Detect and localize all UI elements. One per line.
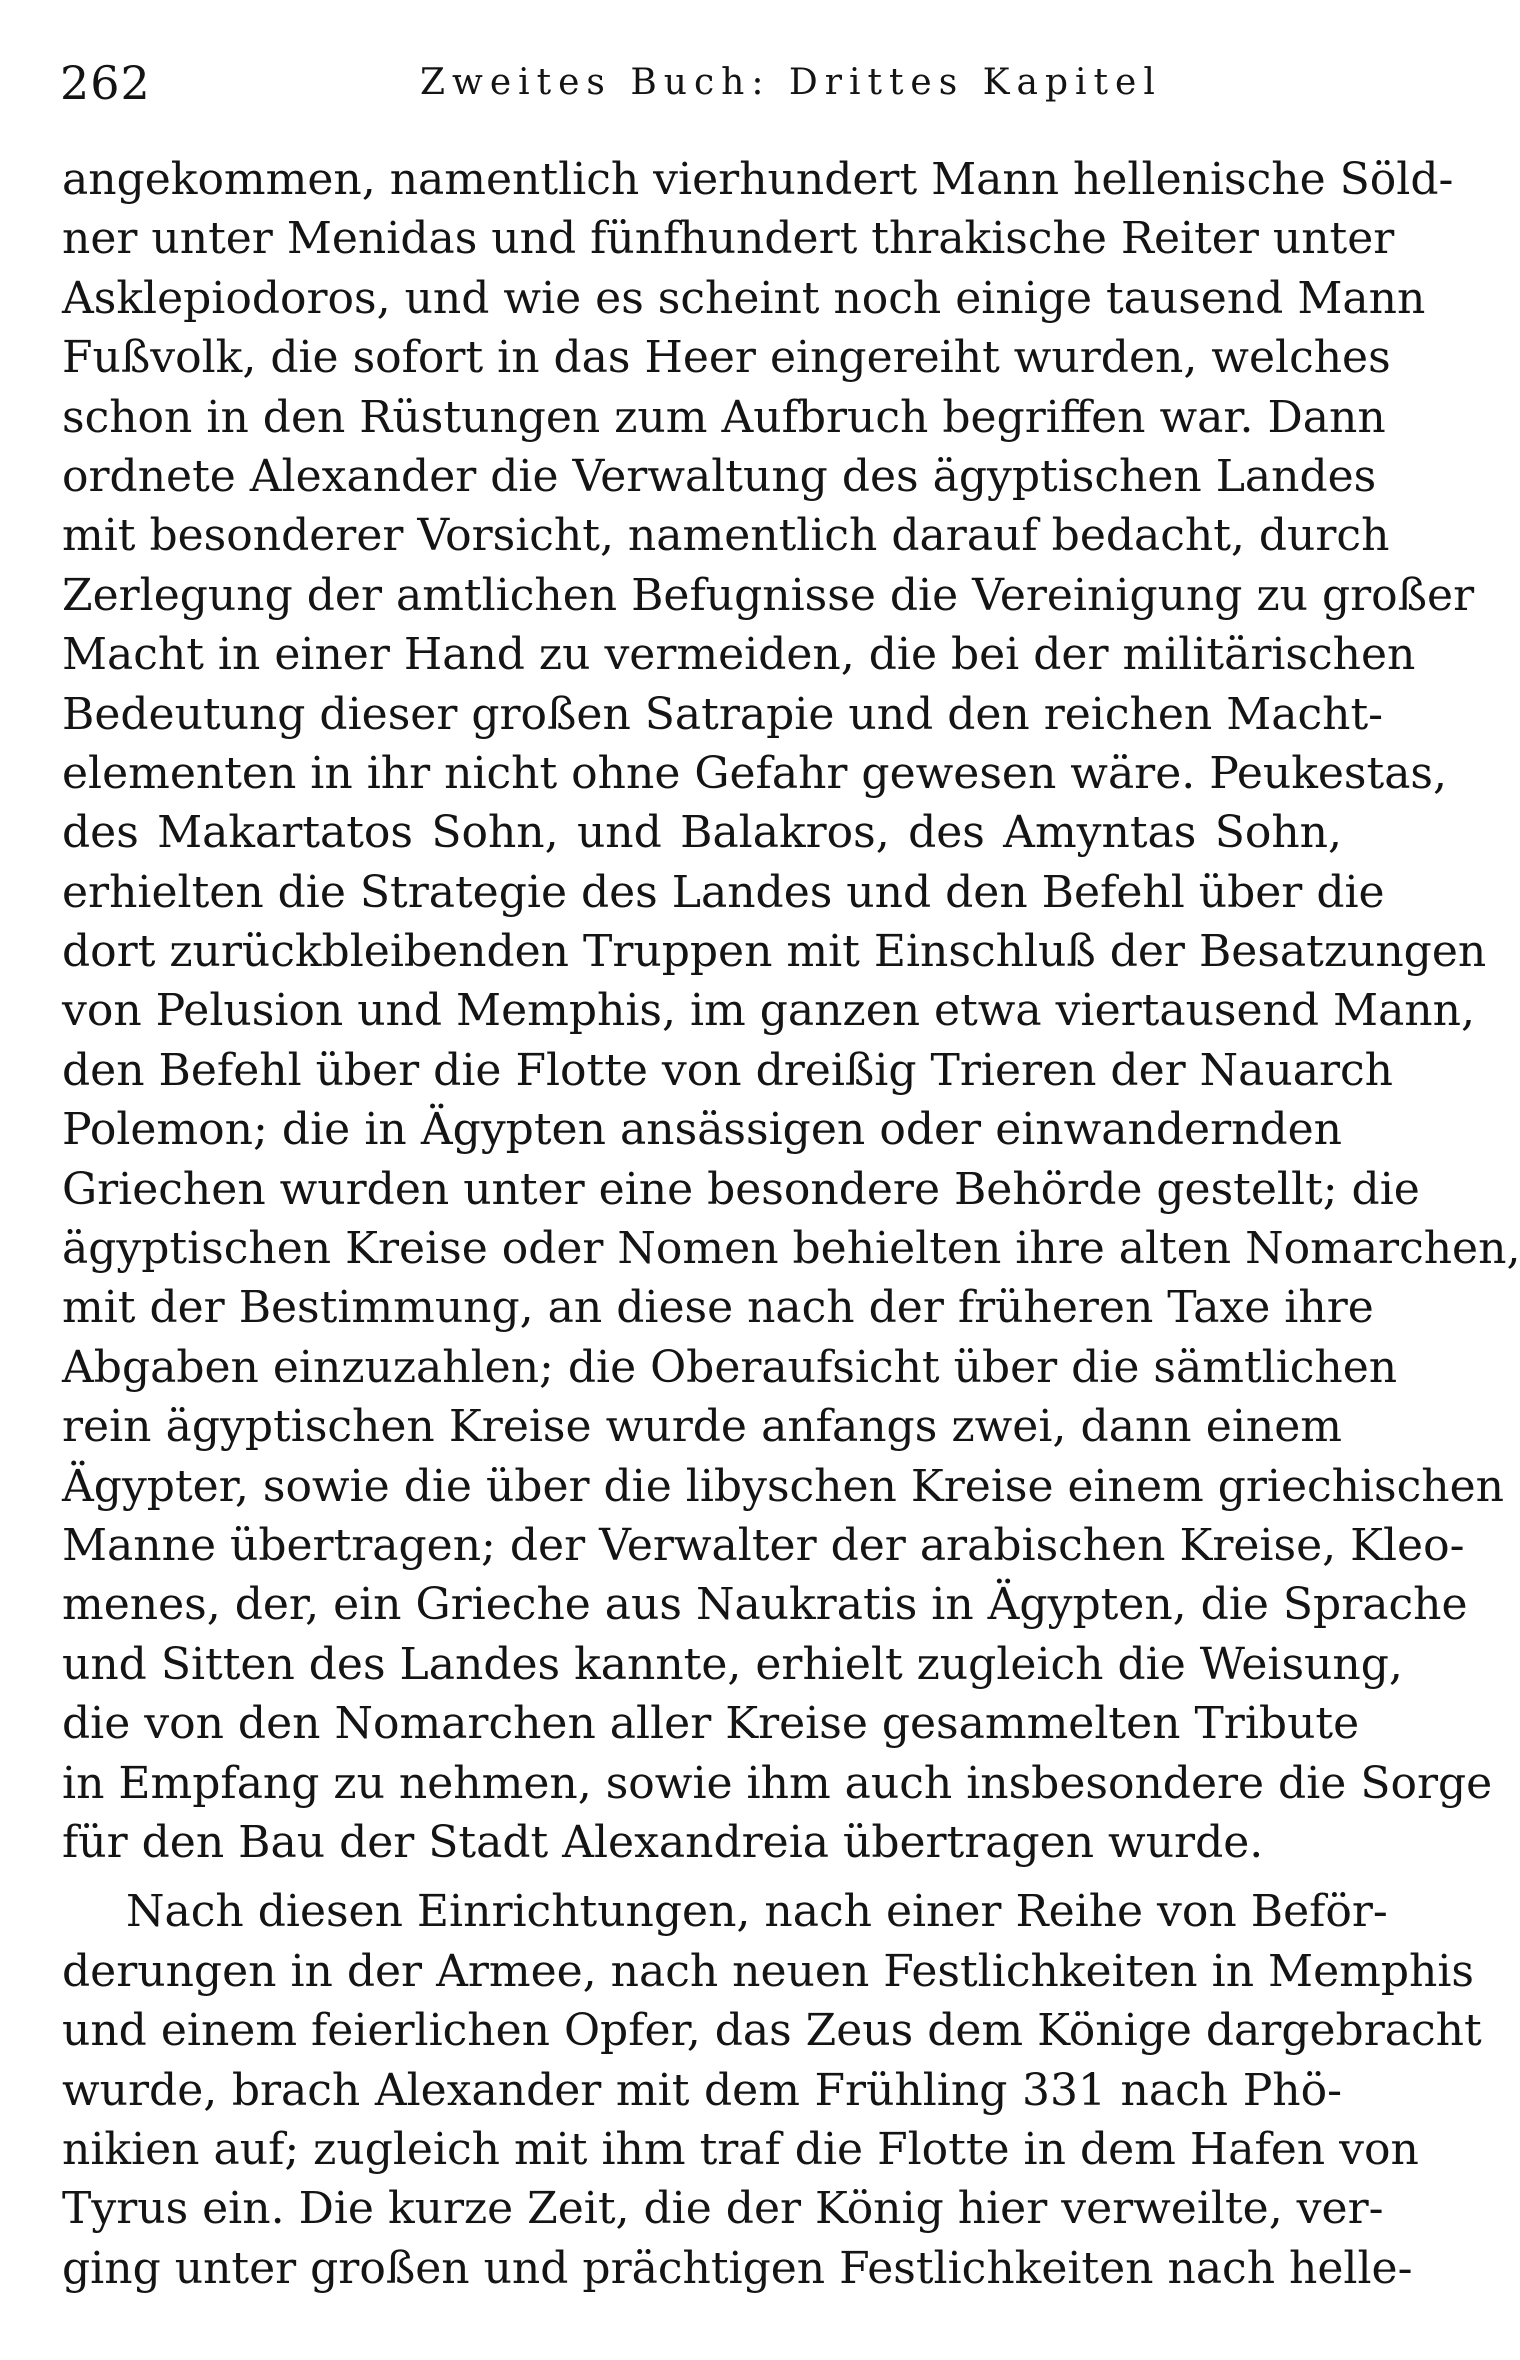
- text-line: des Makartatos Sohn, und Balakros, des Amyntas Sohn,: [62, 807, 1342, 859]
- text-line: rein ägyptischen Kreise wurde anfangs zwei, dann einem: [62, 1401, 1342, 1453]
- text-line: derungen in der Armee, nach neuen Festlichkeiten in Memphis: [62, 1945, 1474, 1997]
- page-number: 262: [60, 56, 151, 110]
- text-line: wurde, brach Alexander mit dem Frühling 331 nach Phö-: [62, 2064, 1342, 2116]
- text-line: Griechen wurden unter eine besondere Behörde gestellt; die: [62, 1163, 1420, 1215]
- text-line: Manne übertragen; der Verwalter der arabischen Kreise, Kleo-: [62, 1519, 1465, 1571]
- text-line: Zerlegung der amtlichen Befugnisse die Vereinigung zu großer: [62, 569, 1475, 621]
- text-line: erhielten die Strategie des Landes und den Befehl über die: [62, 866, 1385, 918]
- text-line: Bedeutung dieser großen Satrapie und den reichen Macht-: [62, 688, 1384, 740]
- running-title: Zweites Buch: Drittes Kapitel: [420, 62, 1162, 103]
- text-line: Abgaben einzuzahlen; die Oberaufsicht über die sämtlichen: [62, 1341, 1398, 1393]
- text-line: von Pelusion und Memphis, im ganzen etwa viertausend Mann,: [62, 985, 1475, 1037]
- text-line: ägyptischen Kreise oder Nomen behielten ihre alten Nomarchen,: [62, 1223, 1520, 1275]
- text-line: schon in den Rüstungen zum Aufbruch begriffen war. Dann: [62, 391, 1386, 443]
- text-line: Macht in einer Hand zu vermeiden, die bei der militärischen: [62, 629, 1416, 681]
- text-line: Nach diesen Einrichtungen, nach einer Reihe von Beför-: [126, 1886, 1388, 1938]
- text-line: mit besonderer Vorsicht, namentlich darauf bedacht, durch: [62, 510, 1390, 562]
- body-text: [62, 150, 1520, 2298]
- text-line: ner unter Menidas und fünfhundert thrakische Reiter unter: [62, 213, 1395, 265]
- text-line: nikien auf; zugleich mit ihm traf die Flotte in dem Hafen von: [62, 2123, 1419, 2175]
- text-line: ging unter großen und prächtigen Festlichkeiten nach helle-: [62, 2242, 1413, 2294]
- text-line: die von den Nomarchen aller Kreise gesammelten Tribute: [62, 1698, 1360, 1750]
- text-line: Polemon; die in Ägypten ansässigen oder einwandernden: [62, 1104, 1342, 1156]
- paragraph-2: [62, 1882, 1482, 2298]
- text-line: Fußvolk, die sofort in das Heer eingereiht wurden, welches: [62, 332, 1391, 384]
- paragraph-1: [62, 150, 1520, 1872]
- text-line: Tyrus ein. Die kurze Zeit, die der König hier verweilte, ver-: [62, 2183, 1384, 2235]
- text-line: menes, der, ein Grieche aus Naukratis in Ägypten, die Sprache: [62, 1579, 1468, 1631]
- text-line: Asklepiodoros, und wie es scheint noch einige tausend Mann: [62, 272, 1426, 324]
- text-line: angekommen, namentlich vierhundert Mann hellenische Söld-: [62, 154, 1454, 205]
- paragraph-spacer: [62, 1872, 1342, 1882]
- text-line: und einem feierlichen Opfer, das Zeus dem Könige dargebracht: [62, 2005, 1482, 2057]
- text-line: Ägypter, sowie die über die libyschen Kreise einem griechischen: [62, 1460, 1504, 1512]
- text-line: ordnete Alexander die Verwaltung des ägyptischen Landes: [62, 450, 1377, 502]
- text-line: und Sitten des Landes kannte, erhielt zugleich die Weisung,: [62, 1638, 1403, 1690]
- text-line: in Empfang zu nehmen, sowie ihm auch insbesondere die Sorge: [62, 1757, 1493, 1809]
- text-line: elementen in ihr nicht ohne Gefahr gewesen wäre. Peukestas,: [62, 747, 1447, 799]
- text-line: für den Bau der Stadt Alexandreia übertragen wurde.: [62, 1816, 1264, 1868]
- text-line: mit der Bestimmung, an diese nach der früheren Taxe ihre: [62, 1282, 1374, 1334]
- running-head: [60, 48, 1350, 118]
- text-line: den Befehl über die Flotte von dreißig Trieren der Nauarch: [62, 1044, 1393, 1096]
- text-line: dort zurückbleibenden Truppen mit Einschluß der Besatzungen: [62, 926, 1487, 978]
